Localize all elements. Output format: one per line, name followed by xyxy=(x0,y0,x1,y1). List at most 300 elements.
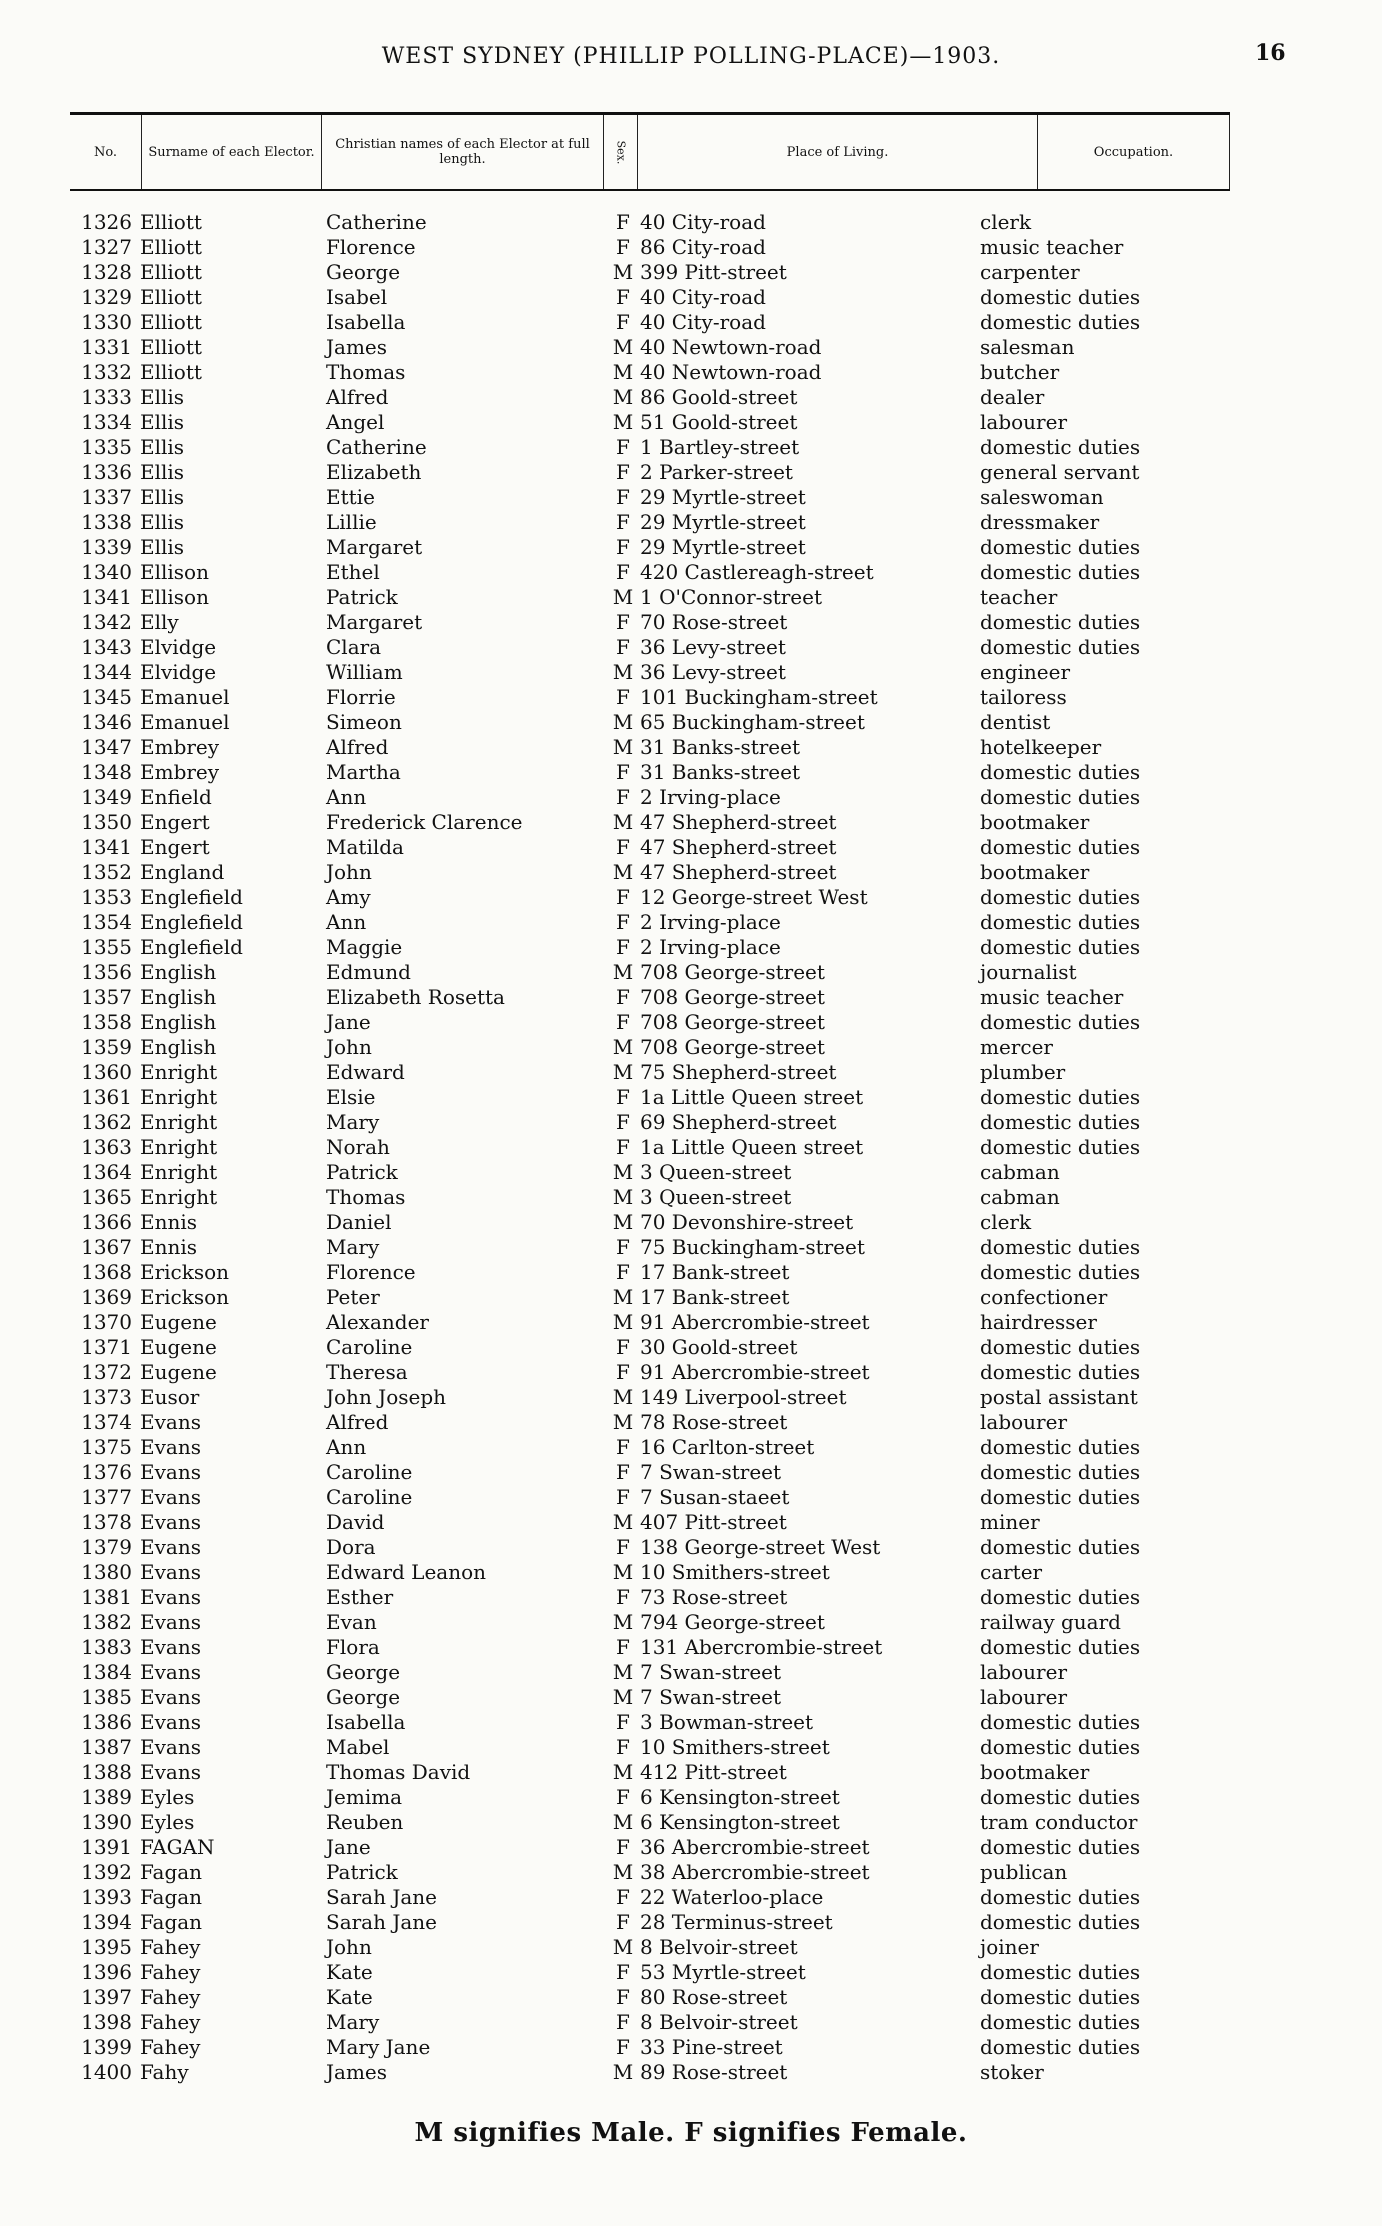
elector-surname: Ennis xyxy=(140,1210,198,1234)
elector-number: 1376 xyxy=(81,1460,132,1484)
elector-occupation: cabman xyxy=(980,1185,1060,1209)
elector-occupation: labourer xyxy=(980,1685,1068,1709)
elector-number: 1397 xyxy=(81,1985,132,2009)
elector-sex: M xyxy=(612,1560,634,1584)
elector-place-of-living: 10 Smithers-street xyxy=(640,1560,830,1584)
elector-occupation: carpenter xyxy=(980,260,1080,284)
elector-surname: Enfield xyxy=(140,785,212,809)
elector-sex: M xyxy=(612,1285,634,1309)
table-row xyxy=(0,1585,1382,1610)
table-row xyxy=(0,1085,1382,1110)
table-row xyxy=(0,1210,1382,1235)
table-row xyxy=(0,1285,1382,1310)
elector-place-of-living: 2 Irving-place xyxy=(640,935,781,959)
elector-christian-names: Flora xyxy=(326,1635,380,1659)
elector-occupation: domestic duties xyxy=(980,1535,1141,1559)
elector-christian-names: Elizabeth xyxy=(326,460,422,484)
elector-surname: Elliott xyxy=(140,210,202,234)
elector-number: 1400 xyxy=(81,2060,132,2084)
elector-surname: Eugene xyxy=(140,1310,217,1334)
table-row xyxy=(0,835,1382,860)
elector-surname: Elliott xyxy=(140,360,202,384)
elector-christian-names: Frederick Clarence xyxy=(326,810,523,834)
elector-christian-names: George xyxy=(326,1660,401,1684)
elector-place-of-living: 31 Banks-street xyxy=(640,760,801,784)
elector-sex: F xyxy=(616,2010,630,2034)
elector-number: 1341 xyxy=(81,835,132,859)
table-row xyxy=(0,760,1382,785)
elector-sex: M xyxy=(612,1610,634,1634)
table-row xyxy=(0,810,1382,835)
table-row xyxy=(0,1160,1382,1185)
elector-christian-names: Amy xyxy=(326,885,371,909)
elector-occupation: domestic duties xyxy=(980,1910,1141,1934)
page-number: 16 xyxy=(1255,40,1286,66)
elector-surname: Eugene xyxy=(140,1335,217,1359)
elector-surname: Evans xyxy=(140,1735,201,1759)
elector-sex: M xyxy=(612,1810,634,1834)
elector-sex: M xyxy=(612,710,634,734)
elector-number: 1326 xyxy=(81,210,132,234)
elector-sex: F xyxy=(616,1960,630,1984)
elector-christian-names: Kate xyxy=(326,1985,373,2009)
elector-place-of-living: 22 Waterloo-place xyxy=(640,1885,824,1909)
column-header-place-of-living: Place of Living. xyxy=(638,115,1038,189)
elector-christian-names: Peter xyxy=(326,1285,380,1309)
elector-sex: F xyxy=(616,1585,630,1609)
table-row xyxy=(0,660,1382,685)
elector-surname: Evans xyxy=(140,1710,201,1734)
elector-number: 1389 xyxy=(81,1785,132,1809)
elector-sex: F xyxy=(616,760,630,784)
elector-number: 1365 xyxy=(81,1185,132,1209)
table-row xyxy=(0,1985,1382,2010)
elector-occupation: dressmaker xyxy=(980,510,1100,534)
elector-christian-names: Dora xyxy=(326,1535,376,1559)
elector-surname: Englefield xyxy=(140,935,243,959)
electoral-roll-table xyxy=(0,210,1382,2085)
elector-number: 1380 xyxy=(81,1560,132,1584)
elector-surname: English xyxy=(140,960,217,984)
elector-sex: F xyxy=(616,310,630,334)
elector-occupation: music teacher xyxy=(980,235,1124,259)
elector-occupation: stoker xyxy=(980,2060,1044,2084)
elector-occupation: domestic duties xyxy=(980,1010,1141,1034)
elector-number: 1360 xyxy=(81,1060,132,1084)
elector-place-of-living: 36 Levy-street xyxy=(640,635,786,659)
elector-place-of-living: 7 Swan-street xyxy=(640,1685,782,1709)
column-header-no: No. xyxy=(70,115,142,189)
elector-sex: F xyxy=(616,1135,630,1159)
elector-surname: Ellis xyxy=(140,485,185,509)
elector-christian-names: George xyxy=(326,260,401,284)
elector-christian-names: Alfred xyxy=(326,385,389,409)
elector-surname: Evans xyxy=(140,1535,201,1559)
elector-christian-names: Edmund xyxy=(326,960,411,984)
elector-place-of-living: 708 George-street xyxy=(640,1010,825,1034)
elector-number: 1385 xyxy=(81,1685,132,1709)
table-row xyxy=(0,1735,1382,1760)
elector-occupation: domestic duties xyxy=(980,1335,1141,1359)
elector-place-of-living: 399 Pitt-street xyxy=(640,260,787,284)
elector-surname: Evans xyxy=(140,1610,201,1634)
elector-number: 1392 xyxy=(81,1860,132,1884)
elector-number: 1368 xyxy=(81,1260,132,1284)
elector-sex: M xyxy=(612,1510,634,1534)
table-row xyxy=(0,1185,1382,1210)
elector-christian-names: William xyxy=(326,660,403,684)
elector-christian-names: James xyxy=(326,335,388,359)
elector-number: 1327 xyxy=(81,235,132,259)
elector-occupation: postal assistant xyxy=(980,1385,1138,1409)
table-row xyxy=(0,1260,1382,1285)
table-row xyxy=(0,1960,1382,1985)
elector-place-of-living: 3 Bowman-street xyxy=(640,1710,814,1734)
elector-christian-names: Edward Leanon xyxy=(326,1560,487,1584)
elector-surname: Ellis xyxy=(140,410,185,434)
elector-sex: F xyxy=(616,635,630,659)
elector-place-of-living: 86 City-road xyxy=(640,235,766,259)
table-row xyxy=(0,585,1382,610)
table-row xyxy=(0,1760,1382,1785)
elector-surname: Enright xyxy=(140,1060,218,1084)
elector-sex: M xyxy=(612,1385,634,1409)
elector-number: 1362 xyxy=(81,1110,132,1134)
elector-place-of-living: 3 Queen-street xyxy=(640,1185,792,1209)
elector-sex: F xyxy=(616,235,630,259)
table-row xyxy=(0,385,1382,410)
elector-sex: M xyxy=(612,585,634,609)
elector-christian-names: Margaret xyxy=(326,610,423,634)
table-row xyxy=(0,1885,1382,1910)
elector-surname: Englefield xyxy=(140,910,243,934)
elector-place-of-living: 1a Little Queen street xyxy=(640,1135,864,1159)
elector-occupation: domestic duties xyxy=(980,885,1141,909)
elector-christian-names: George xyxy=(326,1685,401,1709)
elector-place-of-living: 70 Rose-street xyxy=(640,610,788,634)
elector-number: 1346 xyxy=(81,710,132,734)
elector-occupation: bootmaker xyxy=(980,810,1090,834)
elector-occupation: domestic duties xyxy=(980,435,1141,459)
elector-occupation: domestic duties xyxy=(980,1460,1141,1484)
elector-occupation: plumber xyxy=(980,1060,1066,1084)
elector-place-of-living: 6 Kensington-street xyxy=(640,1785,840,1809)
table-row xyxy=(0,885,1382,910)
table-row xyxy=(0,960,1382,985)
elector-sex: F xyxy=(616,1735,630,1759)
elector-christian-names: Mary xyxy=(326,2010,380,2034)
table-row xyxy=(0,1935,1382,1960)
elector-christian-names: Catherine xyxy=(326,435,427,459)
elector-surname: Ellis xyxy=(140,535,185,559)
elector-place-of-living: 412 Pitt-street xyxy=(640,1760,787,1784)
elector-sex: F xyxy=(616,485,630,509)
elector-place-of-living: 36 Abercrombie-street xyxy=(640,1835,870,1859)
elector-number: 1382 xyxy=(81,1610,132,1634)
elector-number: 1334 xyxy=(81,410,132,434)
elector-place-of-living: 86 Goold-street xyxy=(640,385,798,409)
table-row xyxy=(0,1510,1382,1535)
elector-christian-names: Florrie xyxy=(326,685,396,709)
elector-occupation: publican xyxy=(980,1860,1068,1884)
elector-number: 1329 xyxy=(81,285,132,309)
elector-surname: Evans xyxy=(140,1660,201,1684)
elector-occupation: domestic duties xyxy=(980,1585,1141,1609)
column-header-sex xyxy=(604,115,638,189)
table-row xyxy=(0,310,1382,335)
elector-number: 1330 xyxy=(81,310,132,334)
table-row xyxy=(0,985,1382,1010)
elector-sex: F xyxy=(616,910,630,934)
elector-christian-names: Caroline xyxy=(326,1460,413,1484)
elector-occupation: tram conductor xyxy=(980,1810,1138,1834)
elector-sex: F xyxy=(616,1435,630,1459)
elector-number: 1359 xyxy=(81,1035,132,1059)
elector-christian-names: Alexander xyxy=(326,1310,429,1334)
elector-occupation: butcher xyxy=(980,360,1060,384)
table-row xyxy=(0,1660,1382,1685)
elector-number: 1371 xyxy=(81,1335,132,1359)
elector-surname: Elly xyxy=(140,610,179,634)
elector-surname: Fagan xyxy=(140,1885,203,1909)
elector-occupation: domestic duties xyxy=(980,1985,1141,2009)
elector-occupation: general servant xyxy=(980,460,1140,484)
elector-number: 1375 xyxy=(81,1435,132,1459)
elector-occupation: labourer xyxy=(980,1410,1068,1434)
elector-sex: F xyxy=(616,610,630,634)
table-row xyxy=(0,1485,1382,1510)
table-row xyxy=(0,1610,1382,1635)
elector-place-of-living: 29 Myrtle-street xyxy=(640,485,806,509)
elector-christian-names: Catherine xyxy=(326,210,427,234)
elector-surname: Eusor xyxy=(140,1385,200,1409)
column-header-occupation: Occupation. xyxy=(1038,115,1230,189)
elector-sex: F xyxy=(616,1885,630,1909)
elector-sex: F xyxy=(616,2035,630,2059)
elector-christian-names: Edward xyxy=(326,1060,405,1084)
elector-sex: M xyxy=(612,1860,634,1884)
elector-number: 1339 xyxy=(81,535,132,559)
elector-occupation: saleswoman xyxy=(980,485,1104,509)
elector-number: 1333 xyxy=(81,385,132,409)
table-row xyxy=(0,610,1382,635)
elector-occupation: bootmaker xyxy=(980,1760,1090,1784)
elector-christian-names: Ann xyxy=(326,1435,367,1459)
elector-occupation: music teacher xyxy=(980,985,1124,1009)
elector-christian-names: Ann xyxy=(326,785,367,809)
page-title: WEST SYDNEY (PHILLIP POLLING-PLACE)—1903. xyxy=(381,44,1001,69)
elector-place-of-living: 7 Swan-street xyxy=(640,1660,782,1684)
elector-surname: Ellis xyxy=(140,385,185,409)
elector-occupation: domestic duties xyxy=(980,910,1141,934)
elector-place-of-living: 10 Smithers-street xyxy=(640,1735,830,1759)
elector-surname: Ennis xyxy=(140,1235,198,1259)
elector-number: 1342 xyxy=(81,610,132,634)
elector-sex: M xyxy=(612,2060,634,2084)
elector-surname: Ellis xyxy=(140,460,185,484)
elector-surname: Elliott xyxy=(140,260,202,284)
elector-surname: Evans xyxy=(140,1635,201,1659)
elector-sex: M xyxy=(612,1210,634,1234)
elector-occupation: confectioner xyxy=(980,1285,1108,1309)
elector-place-of-living: 2 Irving-place xyxy=(640,785,781,809)
elector-surname: Enright xyxy=(140,1085,218,1109)
elector-place-of-living: 75 Shepherd-street xyxy=(640,1060,837,1084)
elector-occupation: labourer xyxy=(980,410,1068,434)
elector-sex: F xyxy=(616,510,630,534)
elector-number: 1347 xyxy=(81,735,132,759)
elector-christian-names: Theresa xyxy=(326,1360,408,1384)
elector-number: 1348 xyxy=(81,760,132,784)
elector-christian-names: Ann xyxy=(326,910,367,934)
elector-sex: M xyxy=(612,1685,634,1709)
elector-surname: Fahey xyxy=(140,1960,201,1984)
elector-surname: Enright xyxy=(140,1185,218,1209)
elector-christian-names: Thomas xyxy=(326,360,406,384)
elector-surname: Eyles xyxy=(140,1810,195,1834)
elector-number: 1391 xyxy=(81,1835,132,1859)
elector-sex: M xyxy=(612,410,634,434)
elector-occupation: clerk xyxy=(980,210,1032,234)
elector-place-of-living: 17 Bank-street xyxy=(640,1260,790,1284)
elector-surname: Elliott xyxy=(140,235,202,259)
elector-christian-names: Mary xyxy=(326,1235,380,1259)
elector-place-of-living: 53 Myrtle-street xyxy=(640,1960,806,1984)
elector-sex: M xyxy=(612,810,634,834)
elector-occupation: domestic duties xyxy=(980,2010,1141,2034)
elector-christian-names: Maggie xyxy=(326,935,403,959)
elector-surname: Enright xyxy=(140,1110,218,1134)
table-row xyxy=(0,1110,1382,1135)
elector-christian-names: Ettie xyxy=(326,485,375,509)
elector-occupation: domestic duties xyxy=(980,1085,1141,1109)
elector-place-of-living: 73 Rose-street xyxy=(640,1585,788,1609)
table-row xyxy=(0,685,1382,710)
elector-place-of-living: 91 Abercrombie-street xyxy=(640,1310,870,1334)
elector-christian-names: Thomas David xyxy=(326,1760,471,1784)
elector-surname: Evans xyxy=(140,1510,201,1534)
elector-number: 1386 xyxy=(81,1710,132,1734)
elector-surname: Erickson xyxy=(140,1285,230,1309)
elector-number: 1370 xyxy=(81,1310,132,1334)
elector-number: 1341 xyxy=(81,585,132,609)
elector-number: 1357 xyxy=(81,985,132,1009)
elector-sex: F xyxy=(616,1360,630,1384)
elector-christian-names: Alfred xyxy=(326,735,389,759)
elector-sex: F xyxy=(616,1485,630,1509)
elector-christian-names: Mabel xyxy=(326,1735,390,1759)
elector-sex: F xyxy=(616,885,630,909)
elector-place-of-living: 75 Buckingham-street xyxy=(640,1235,865,1259)
elector-sex: M xyxy=(612,1660,634,1684)
elector-number: 1350 xyxy=(81,810,132,834)
elector-number: 1340 xyxy=(81,560,132,584)
elector-occupation: domestic duties xyxy=(980,1635,1141,1659)
elector-surname: Fagan xyxy=(140,1860,203,1884)
elector-christian-names: Patrick xyxy=(326,585,398,609)
elector-surname: Ellis xyxy=(140,435,185,459)
elector-number: 1377 xyxy=(81,1485,132,1509)
elector-place-of-living: 40 City-road xyxy=(640,285,766,309)
elector-sex: M xyxy=(612,385,634,409)
elector-occupation: dealer xyxy=(980,385,1045,409)
elector-occupation: domestic duties xyxy=(980,2035,1141,2059)
elector-number: 1355 xyxy=(81,935,132,959)
elector-surname: Eyles xyxy=(140,1785,195,1809)
elector-occupation: miner xyxy=(980,1510,1040,1534)
elector-occupation: railway guard xyxy=(980,1610,1121,1634)
elector-number: 1394 xyxy=(81,1910,132,1934)
elector-place-of-living: 16 Carlton-street xyxy=(640,1435,815,1459)
elector-place-of-living: 2 Parker-street xyxy=(640,460,793,484)
elector-occupation: mercer xyxy=(980,1035,1053,1059)
elector-christian-names: Sarah Jane xyxy=(326,1885,438,1909)
elector-occupation: domestic duties xyxy=(980,560,1141,584)
elector-surname: Fahey xyxy=(140,1985,201,2009)
table-row xyxy=(0,2035,1382,2060)
elector-christian-names: Patrick xyxy=(326,1160,398,1184)
elector-place-of-living: 29 Myrtle-street xyxy=(640,510,806,534)
elector-sex: M xyxy=(612,1310,634,1334)
elector-number: 1353 xyxy=(81,885,132,909)
elector-christian-names: Jane xyxy=(326,1835,371,1859)
table-row xyxy=(0,1810,1382,1835)
elector-surname: Enright xyxy=(140,1160,218,1184)
elector-surname: Engert xyxy=(140,810,210,834)
elector-christian-names: John xyxy=(326,1935,372,1959)
elector-surname: English xyxy=(140,1010,217,1034)
elector-sex: F xyxy=(616,1085,630,1109)
table-row xyxy=(0,435,1382,460)
elector-surname: Evans xyxy=(140,1585,201,1609)
elector-place-of-living: 40 City-road xyxy=(640,310,766,334)
elector-occupation: domestic duties xyxy=(980,1960,1141,1984)
table-row xyxy=(0,710,1382,735)
table-row xyxy=(0,410,1382,435)
elector-surname: England xyxy=(140,860,225,884)
elector-place-of-living: 47 Shepherd-street xyxy=(640,835,837,859)
elector-place-of-living: 149 Liverpool-street xyxy=(640,1385,847,1409)
table-row xyxy=(0,235,1382,260)
table-row xyxy=(0,1385,1382,1410)
elector-occupation: domestic duties xyxy=(980,1485,1141,1509)
elector-surname: Ellis xyxy=(140,510,185,534)
table-row xyxy=(0,1360,1382,1385)
elector-occupation: engineer xyxy=(980,660,1071,684)
elector-sex: M xyxy=(612,1185,634,1209)
table-row xyxy=(0,1460,1382,1485)
elector-number: 1374 xyxy=(81,1410,132,1434)
elector-sex: F xyxy=(616,285,630,309)
elector-sex: M xyxy=(612,735,634,759)
elector-surname: Emanuel xyxy=(140,685,230,709)
elector-sex: F xyxy=(616,1335,630,1359)
elector-place-of-living: 7 Swan-street xyxy=(640,1460,782,1484)
elector-sex: F xyxy=(616,985,630,1009)
elector-christian-names: Matilda xyxy=(326,835,404,859)
elector-christian-names: James xyxy=(326,2060,388,2084)
elector-surname: Elliott xyxy=(140,285,202,309)
elector-place-of-living: 8 Belvoir-street xyxy=(640,1935,798,1959)
elector-place-of-living: 38 Abercrombie-street xyxy=(640,1860,870,1884)
elector-number: 1331 xyxy=(81,335,132,359)
table-row xyxy=(0,635,1382,660)
elector-place-of-living: 3 Queen-street xyxy=(640,1160,792,1184)
elector-surname: Elliott xyxy=(140,335,202,359)
elector-christian-names: Clara xyxy=(326,635,382,659)
elector-sex: M xyxy=(612,335,634,359)
elector-surname: Englefield xyxy=(140,885,243,909)
